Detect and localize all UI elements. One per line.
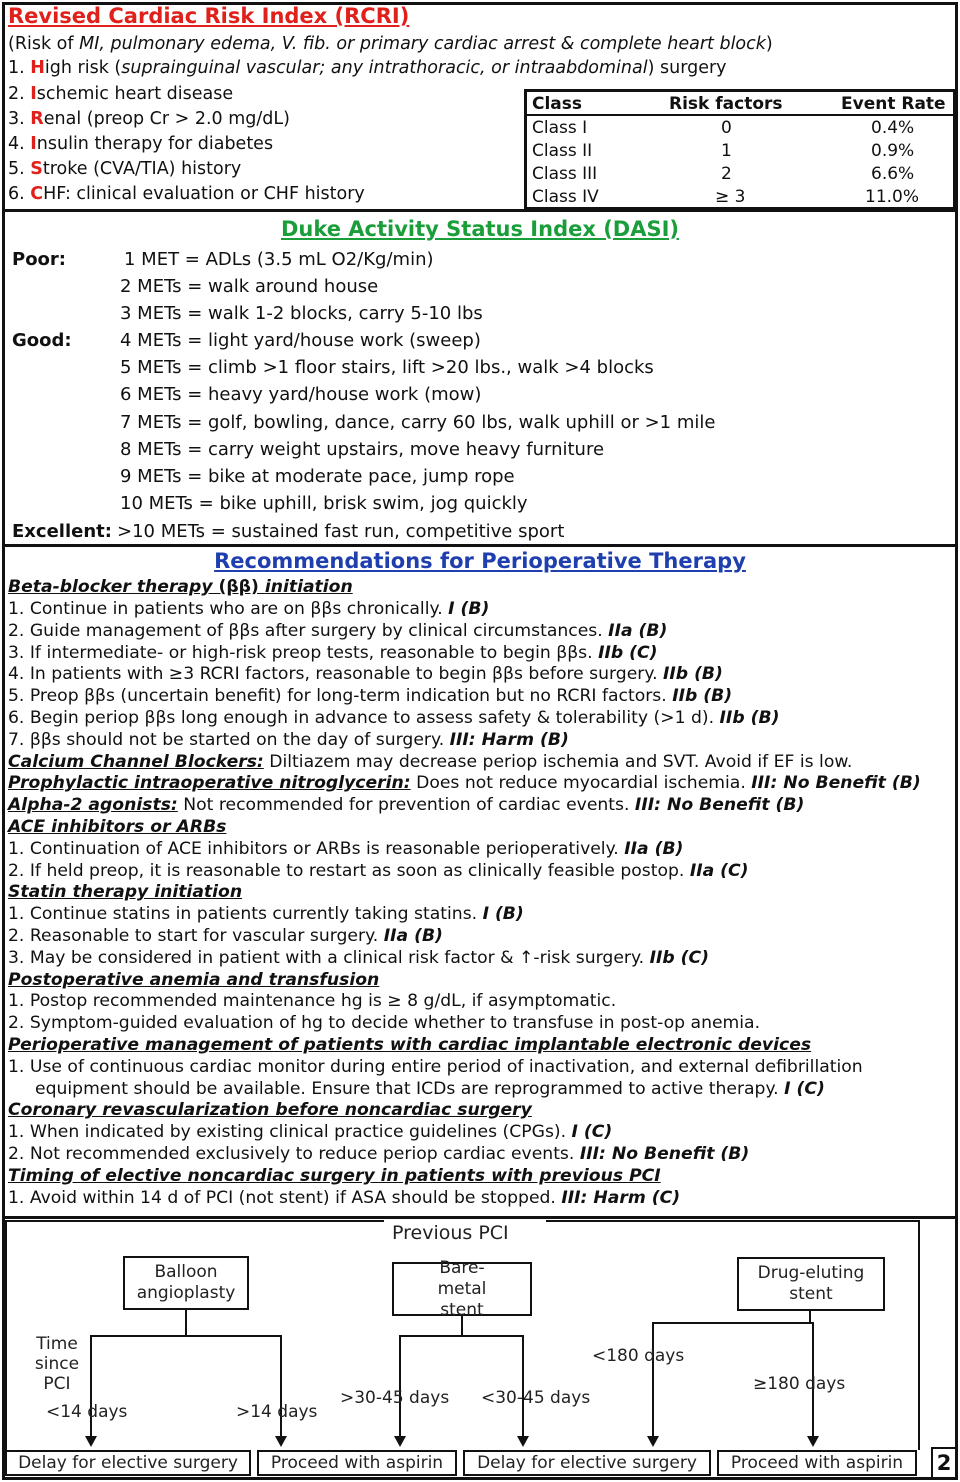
- alpha-rec: Alpha-2 agonists: Not recommended for prevention of cardiac events. III: No Benefit (B): [8, 795, 805, 815]
- table-cell: Class III: [532, 164, 598, 184]
- dasi-item: 5 METs = climb >1 floor stairs, lift >20 lbs., walk >4 blocks: [120, 357, 654, 378]
- dasi-item: 2 METs = walk around house: [120, 276, 379, 297]
- table-header: Class: [532, 94, 583, 114]
- rec-item: 1. Use of continuous cardiac monitor during entire period of inactivation, and external defibrillation: [8, 1057, 863, 1077]
- rec-item: 5. Preop ββs (uncertain benefit) for long-term indication but no RCRI factors. IIb (B): [8, 686, 733, 706]
- rec-item: 2. Guide management of ββs after surgery by clinical circumstances. IIa (B): [8, 621, 668, 641]
- dasi-item: >10 METs = sustained fast run, competitive sport: [117, 521, 565, 542]
- dasi-item: 4 METs = light yard/house work (sweep): [120, 330, 481, 351]
- ccb-rec: Calcium Channel Blockers: Diltiazem may decrease periop ischemia and SVT. Avoid if EF is low.: [8, 752, 853, 772]
- rec-item: 1. When indicated by existing clinical practice guidelines (CPGs). I (C): [8, 1122, 613, 1142]
- recs-title: Recommendations for Perioperative Therapy: [214, 549, 746, 573]
- time-since-pci-label: Time since PCI: [34, 1334, 80, 1394]
- rcri-item: 6. CHF: clinical evaluation or CHF history: [8, 184, 365, 204]
- branch-label: <14 days: [46, 1402, 128, 1422]
- statin-heading: Statin therapy initiation: [8, 882, 243, 902]
- dasi-item: 7 METs = golf, bowling, dance, carry 60 lbs, walk uphill or >1 mile: [120, 412, 716, 433]
- table-cell: 1: [721, 141, 732, 161]
- rec-item: equipment should be available. Ensure that ICDs are reprogrammed to active therapy. I (C): [35, 1079, 825, 1099]
- cied-heading: Perioperative management of patients with cardiac implantable electronic devices: [8, 1035, 812, 1055]
- rcri-title: Revised Cardiac Risk Index (RCRI): [8, 4, 410, 28]
- rcri-item: 4. Insulin therapy for diabetes: [8, 134, 274, 154]
- outcome-delay-box: Delay for elective surgery: [5, 1450, 251, 1476]
- flow-title: Previous PCI: [392, 1222, 509, 1244]
- bare-metal-stent-box: Bare-metal stent: [392, 1262, 532, 1316]
- revasc-heading: Coronary revascularization before noncardiac surgery: [8, 1100, 532, 1120]
- branch-label: >14 days: [236, 1402, 318, 1422]
- table-cell: 2: [721, 164, 732, 184]
- rec-item: 1. Continue in patients who are on ββs chronically. I (B): [8, 599, 490, 619]
- timing-heading: Timing of elective noncardiac surgery in patients with previous PCI: [8, 1166, 661, 1186]
- rec-item: 7. ββs should not be started on the day of surgery. III: Harm (B): [8, 730, 569, 750]
- rec-item: 1. Continuation of ACE inhibitors or ARBs is reasonable perioperatively. IIa (B): [8, 839, 684, 859]
- rec-item: 6. Begin periop ββs long enough in advance to assess safety & tolerability (>1 d). IIb (B): [8, 708, 780, 728]
- beta-heading: Beta-blocker therapy (ββ) initiation: [8, 577, 353, 597]
- table-cell: Class IV: [532, 187, 599, 207]
- balloon-angioplasty-box: Balloon angioplasty: [123, 1256, 249, 1310]
- dasi-item: 10 METs = bike uphill, brisk swim, jog quickly: [120, 493, 528, 514]
- rcri-subtitle: (Risk of MI, pulmonary edema, V. fib. or primary cardiac arrest & complete heart block): [8, 34, 773, 54]
- dasi-label-good: Good:: [12, 330, 72, 351]
- branch-label: ≥180 days: [753, 1374, 846, 1394]
- table-header: Event Rate: [841, 94, 946, 114]
- table-cell: 0.9%: [871, 141, 915, 161]
- dasi-label-poor: Poor:: [12, 249, 66, 270]
- rec-item: 1. Continue statins in patients currently taking statins. I (B): [8, 904, 524, 924]
- dasi-item: 6 METs = heavy yard/house work (mow): [120, 384, 482, 405]
- rec-item: 2. Not recommended exclusively to reduce periop cardiac events. III: No Benefit (B): [8, 1144, 750, 1164]
- rcri-item: 1. High risk (suprainguinal vascular; any intrathoracic, or intraabdominal) surgery: [8, 58, 727, 78]
- rcri-item: 2. Ischemic heart disease: [8, 84, 234, 104]
- branch-label: <30-45 days: [481, 1388, 591, 1408]
- table-cell: 0: [721, 118, 732, 138]
- dasi-title: Duke Activity Status Index (DASI): [280, 217, 680, 241]
- table-cell: 11.0%: [865, 187, 920, 207]
- dasi-item: 9 METs = bike at moderate pace, jump rope: [120, 466, 515, 487]
- table-cell: 6.6%: [871, 164, 915, 184]
- dasi-item: 3 METs = walk 1-2 blocks, carry 5-10 lbs: [120, 303, 483, 324]
- table-cell: Class I: [532, 118, 588, 138]
- rec-item: 4. In patients with ≥3 RCRI factors, reasonable to begin ββs before surgery. IIb (B): [8, 664, 723, 684]
- rcri-item: 5. Stroke (CVA/TIA) history: [8, 159, 242, 179]
- dasi-label-excellent: Excellent:: [12, 521, 112, 542]
- rec-item: 1. Avoid within 14 d of PCI (not stent) if ASA should be stopped. III: Harm (C): [8, 1188, 681, 1208]
- outcome-proceed-box: Proceed with aspirin: [717, 1450, 917, 1476]
- branch-label: <180 days: [592, 1346, 685, 1366]
- anemia-heading: Postoperative anemia and transfusion: [8, 970, 380, 990]
- rec-item: 3. If intermediate- or high-risk preop tests, reasonable to begin ββs. IIb (C): [8, 643, 658, 663]
- branch-label: >30-45 days: [340, 1388, 450, 1408]
- dasi-item: 1 MET = ADLs (3.5 mL O2/Kg/min): [124, 249, 434, 270]
- rec-item: 2. If held preop, it is reasonable to restart as soon as clinically feasible postop. IIa (C): [8, 861, 749, 881]
- rec-item: 3. May be considered in patient with a clinical risk factor & ↑-risk surgery. IIb (C): [8, 948, 710, 968]
- page-number: 2: [931, 1447, 957, 1479]
- drug-eluting-stent-box: Drug-eluting stent: [737, 1257, 885, 1311]
- dasi-item: 8 METs = carry weight upstairs, move heavy furniture: [120, 439, 605, 460]
- rec-item: 1. Postop recommended maintenance hg is ≥ 8 g/dL, if asymptomatic.: [8, 991, 617, 1011]
- rec-item: 2. Symptom-guided evaluation of hg to decide whether to transfuse in post-op anemia.: [8, 1013, 761, 1033]
- outcome-delay-box: Delay for elective surgery: [463, 1450, 711, 1476]
- table-header: Risk factors: [669, 94, 783, 114]
- table-cell: Class II: [532, 141, 593, 161]
- table-cell: ≥ 3: [715, 187, 746, 207]
- ace-heading: ACE inhibitors or ARBs: [8, 817, 227, 837]
- rcri-item: 3. Renal (preop Cr > 2.0 mg/dL): [8, 109, 290, 129]
- table-cell: 0.4%: [871, 118, 915, 138]
- ntg-rec: Prophylactic intraoperative nitroglycerin: Does not reduce myocardial ischemia. III: No Benefit (B): [8, 773, 921, 793]
- rec-item: 2. Reasonable to start for vascular surgery. IIa (B): [8, 926, 443, 946]
- outcome-proceed-box: Proceed with aspirin: [257, 1450, 457, 1476]
